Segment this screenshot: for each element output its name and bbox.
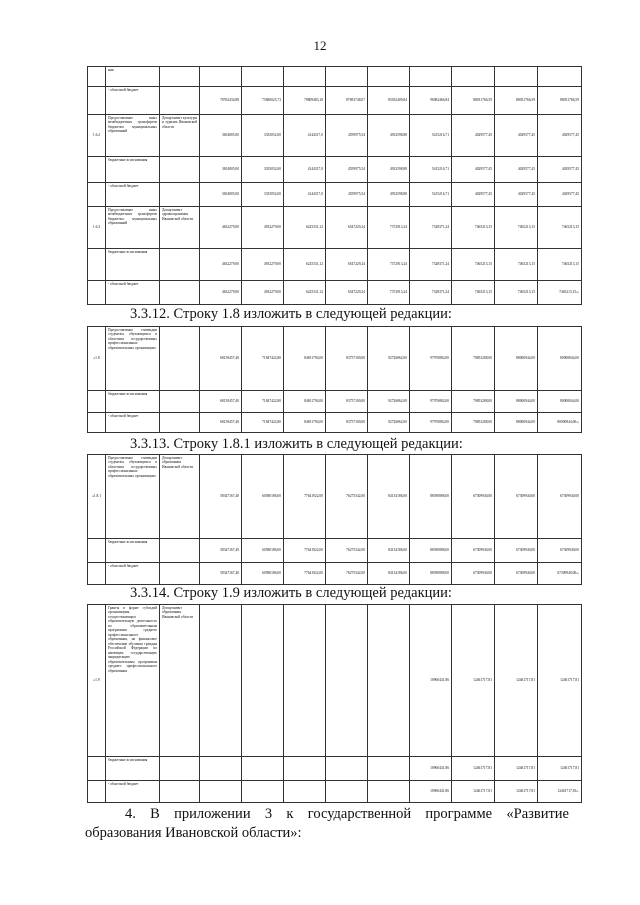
value-cell: 79853288,00 (452, 391, 495, 413)
table-row (88, 455, 582, 539)
value-cell: 80000844,00»; (538, 413, 582, 433)
value-cell: 67309940,00 (495, 563, 538, 585)
value-cell: 4029577,45 (452, 183, 495, 207)
value-cell: 7465213,15 (452, 281, 495, 305)
row-description: Предоставление стипендии студентам, обучающимся в областных государственных профессиональных образовательных организациях (106, 327, 160, 391)
value-cell: 4144317,0 (284, 157, 326, 183)
value-cell: 7465213,15 (452, 207, 495, 249)
value-cell: 4029577,45 (538, 157, 582, 183)
value-cell (284, 605, 326, 757)
value-cell: 4144317,0 (284, 183, 326, 207)
row-executor (160, 67, 200, 87)
value-cell: 4029577,45 (538, 183, 582, 207)
row-executor (160, 157, 200, 183)
table-row (88, 67, 582, 87)
value-cell (242, 605, 284, 757)
row-number (88, 183, 106, 207)
row-executor (160, 413, 200, 433)
value-cell: 7465213,15 (538, 207, 582, 249)
row-number (88, 391, 106, 413)
row-executor: Департамент здравоохранения Ивановской области (160, 207, 200, 249)
value-cell: 7465213,15 (495, 249, 538, 281)
value-cell: 84134186,00 (368, 539, 410, 563)
table-row (88, 757, 582, 781)
row-description: - областной бюджет (106, 281, 160, 305)
value-cell: 67309940,00 (452, 539, 495, 563)
row-executor (160, 391, 200, 413)
table-row (88, 327, 582, 391)
value-cell: 71847422,80 (242, 327, 284, 391)
value-cell: 5415216,71 (410, 183, 452, 207)
table-row (88, 183, 582, 207)
value-cell: 80000844,00 (538, 327, 582, 391)
value-cell: 87693748,07 (326, 87, 368, 115)
value-cell: 92726862,00 (368, 391, 410, 413)
value-cell: 84651794,00 (284, 391, 326, 413)
value-cell: 79809483,18 (284, 87, 326, 115)
row-executor (160, 327, 200, 391)
value-cell: 4632279,00 (200, 207, 242, 249)
row-description: - областной бюджет (106, 87, 160, 115)
value-cell: 85032409,84 (368, 87, 410, 115)
value-cell: 5415216,71 (410, 157, 452, 183)
value-cell (242, 757, 284, 781)
value-cell: 84134186,00 (368, 455, 410, 539)
value-cell: 76275342,00 (326, 563, 368, 585)
table-row (88, 87, 582, 115)
value-cell: 7328371,24 (410, 281, 452, 305)
value-cell: 6225331,12 (284, 249, 326, 281)
table-row (88, 413, 582, 433)
value-cell: 97976882,00 (410, 327, 452, 391)
row-executor (160, 87, 200, 115)
row-executor: Департамент культуры и туризма Ивановской области (160, 115, 200, 157)
value-cell: 4932598,88 (368, 183, 410, 207)
value-cell: 88031766,59 (452, 87, 495, 115)
value-cell (326, 67, 368, 87)
value-cell: 79853288,00 (452, 327, 495, 391)
value-cell: 67309940,00 (495, 539, 538, 563)
row-number (88, 249, 106, 281)
row-executor (160, 563, 200, 585)
value-cell: 12461717,81 (452, 781, 495, 803)
value-cell: 6547229,24 (326, 249, 368, 281)
value-cell: 67309940,00 (538, 539, 582, 563)
value-cell (326, 605, 368, 757)
budget-table-1 (87, 66, 582, 305)
row-description: бюджетные ассигнования (106, 249, 160, 281)
value-cell: 83757100,00 (326, 391, 368, 413)
table-row (88, 157, 582, 183)
value-cell (242, 67, 284, 87)
value-cell: 88000944,00 (495, 327, 538, 391)
value-cell: 67309940,00 (452, 455, 495, 539)
value-cell: 92726862,00 (368, 413, 410, 433)
value-cell (452, 67, 495, 87)
value-cell: 77641922,00 (284, 539, 326, 563)
value-cell: 6225331,12 (284, 207, 326, 249)
value-cell: 77641922,00 (284, 563, 326, 585)
value-cell: 12461717,81 (495, 605, 538, 757)
value-cell: 6547229,24 (326, 281, 368, 305)
table-row (88, 207, 582, 249)
row-description: - областной бюджет (106, 563, 160, 585)
value-cell: 83757100,00 (326, 413, 368, 433)
table-row (88, 605, 582, 757)
value-cell: 88390888,00 (410, 455, 452, 539)
value-cell (200, 605, 242, 757)
heading-3-3-14: 3.3.14. Строку 1.9 изложить в следующей редакции: (130, 585, 452, 601)
value-cell: 12461717,81». (538, 781, 582, 803)
table-row (88, 115, 582, 157)
value-cell: 71847422,80 (242, 391, 284, 413)
value-cell (242, 781, 284, 803)
row-executor (160, 757, 200, 781)
value-cell: 6225331,12 (284, 281, 326, 305)
row-number (88, 67, 106, 87)
row-number (88, 157, 106, 183)
value-cell: 7372913,24 (368, 249, 410, 281)
value-cell (368, 757, 410, 781)
value-cell: 88000944,00 (495, 413, 538, 433)
value-cell: 5415216,71 (410, 115, 452, 157)
row-number (88, 781, 106, 803)
value-cell (284, 67, 326, 87)
value-cell: 6547229,24 (326, 207, 368, 249)
value-cell: 7465213,15 (495, 281, 538, 305)
row-executor (160, 781, 200, 803)
value-cell (284, 757, 326, 781)
value-cell: 4559975,54 (326, 157, 368, 183)
value-cell: 10960441,86 (410, 757, 452, 781)
row-number (88, 757, 106, 781)
page-number: 12 (313, 38, 327, 53)
heading-3-3-13: 3.3.13. Строку 1.8.1 изложить в следующей редакции: (130, 436, 463, 452)
value-cell: 76275342,00 (326, 539, 368, 563)
value-cell: 7372913,24 (368, 207, 410, 249)
heading-3-3-12: 3.3.12. Строку 1.8 изложить в следующей редакции: (130, 306, 452, 322)
row-description: бюджетные ассигнования (106, 391, 160, 413)
table-row (88, 563, 582, 585)
value-cell: 88390888,00 (410, 539, 452, 563)
row-number (88, 413, 106, 433)
table-row (88, 249, 582, 281)
value-cell: 88031766,59 (538, 87, 582, 115)
value-cell: 4559975,54 (326, 183, 368, 207)
value-cell (368, 781, 410, 803)
value-cell: 67309940,00»; (538, 563, 582, 585)
row-number (88, 87, 106, 115)
budget-table-row-1-8 (87, 326, 582, 433)
value-cell: 4029577,45 (452, 157, 495, 183)
value-cell: 76275342,00 (326, 455, 368, 539)
value-cell (200, 67, 242, 87)
value-cell: 4029577,45 (495, 157, 538, 183)
row-description: Предоставление иных межбюджетных трансфертов бюджетам муниципальных образований (106, 207, 160, 249)
value-cell: 78762434,88 (200, 87, 242, 115)
value-cell: 12461717,81 (538, 757, 582, 781)
table-row (88, 391, 582, 413)
value-cell: 7328371,24 (410, 249, 452, 281)
value-cell: 84651794,00 (284, 413, 326, 433)
value-cell: 4632279,00 (200, 249, 242, 281)
value-cell: 3654805,00 (200, 115, 242, 157)
value-cell (368, 67, 410, 87)
row-description: - областной бюджет (106, 781, 160, 803)
value-cell: 71847422,80 (242, 413, 284, 433)
row-number: «1.9 (88, 605, 106, 757)
row-description: бюджетные ассигнования (106, 539, 160, 563)
value-cell: 67309940,00 (452, 563, 495, 585)
value-cell: 12461717,81 (452, 757, 495, 781)
value-cell: 79853288,00 (452, 413, 495, 433)
value-cell: 4029577,45 (452, 115, 495, 157)
value-cell: 7465213,15 (495, 207, 538, 249)
value-cell: 7465213,15 (452, 249, 495, 281)
value-cell: 68139457,40 (200, 391, 242, 413)
value-cell: 97976882,00 (410, 391, 452, 413)
row-number (88, 281, 106, 305)
row-number: 1.6.2 (88, 115, 106, 157)
value-cell: 4932279,00 (242, 249, 284, 281)
budget-table-row-1-8-1 (87, 454, 582, 585)
value-cell: 67309940,00 (538, 455, 582, 539)
table-row (88, 781, 582, 803)
value-cell: 12461717,81 (495, 781, 538, 803)
paragraph-line-1: 4. В приложении 3 к государственной программе «Развитие (125, 806, 569, 822)
value-cell: 10960441,86 (410, 781, 452, 803)
value-cell (538, 67, 582, 87)
value-cell: 7372913,24 (368, 281, 410, 305)
row-executor (160, 281, 200, 305)
row-description: ния (106, 67, 160, 87)
table-row (88, 539, 582, 563)
value-cell (200, 757, 242, 781)
value-cell: 60580186,00 (242, 455, 284, 539)
row-description: бюджетные ассигнования (106, 757, 160, 781)
value-cell: 3335052,00 (242, 183, 284, 207)
value-cell: 88390888,00 (410, 563, 452, 585)
budget-table-row-1-9 (87, 604, 582, 803)
value-cell: 7465213,15 (538, 249, 582, 281)
value-cell: 4029577,45 (495, 115, 538, 157)
value-cell: 10960441,86 (410, 605, 452, 757)
value-cell: 68139457,40 (200, 413, 242, 433)
row-executor: Департамент образования Ивановской области (160, 455, 200, 539)
appendix-paragraph (85, 805, 569, 843)
value-cell: 4932279,00 (242, 207, 284, 249)
value-cell: 7328371,24 (410, 207, 452, 249)
value-cell: 3335052,00 (242, 115, 284, 157)
value-cell: 80000844,00 (538, 391, 582, 413)
row-number (88, 539, 106, 563)
row-number (88, 563, 106, 585)
value-cell (326, 757, 368, 781)
value-cell: 97976882,00 (410, 413, 452, 433)
row-executor: Департамент образования Ивановской области (160, 605, 200, 757)
value-cell: 4932279,00 (242, 281, 284, 305)
value-cell: 58347167,40 (200, 539, 242, 563)
row-number: 1.6.3 (88, 207, 106, 249)
value-cell: 4632279,00 (200, 281, 242, 305)
value-cell: 88000944,00 (495, 391, 538, 413)
value-cell: 4932598,88 (368, 157, 410, 183)
value-cell: 75680025,73 (242, 87, 284, 115)
value-cell: 7465213,15»; (538, 281, 582, 305)
value-cell: 4029577,45 (538, 115, 582, 157)
value-cell: 3335052,00 (242, 157, 284, 183)
value-cell: 84651794,00 (284, 327, 326, 391)
value-cell: 92726862,00 (368, 327, 410, 391)
value-cell: 83757100,00 (326, 327, 368, 391)
row-executor (160, 539, 200, 563)
value-cell: 4144317,0 (284, 115, 326, 157)
row-number: «1.8.1 (88, 455, 106, 539)
paragraph-line-2: образования Ивановской области»: (85, 824, 302, 841)
value-cell: 3654805,00 (200, 157, 242, 183)
value-cell: 4932598,88 (368, 115, 410, 157)
row-executor (160, 249, 200, 281)
table-row (88, 281, 582, 305)
value-cell: 12461717,81 (495, 757, 538, 781)
value-cell: 3654805,00 (200, 183, 242, 207)
row-description: Гранты в форме субсидий организациям, осуществляющим образовательную деятельность по образовательным программам среднего профессионального образования, на финансовое обеспечение обучения граждан Российской Федерации по имеющим государственную аккредитацию образовательным программам среднего профессионального образования (106, 605, 160, 757)
row-number: «1.8 (88, 327, 106, 391)
value-cell (326, 781, 368, 803)
value-cell: 58347167,40 (200, 455, 242, 539)
value-cell: 67309940,00 (495, 455, 538, 539)
value-cell (495, 67, 538, 87)
row-description: Предоставление иных межбюджетных трансфертов бюджетам муниципальных образований (106, 115, 160, 157)
row-description: - областной бюджет (106, 413, 160, 433)
value-cell: 58347167,40 (200, 563, 242, 585)
value-cell: 4559975,54 (326, 115, 368, 157)
value-cell (410, 67, 452, 87)
value-cell: 60580186,00 (242, 563, 284, 585)
value-cell: 84134186,00 (368, 563, 410, 585)
value-cell: 12461717,81 (452, 605, 495, 757)
value-cell: 68139457,40 (200, 327, 242, 391)
row-description: бюджетные ассигнования (106, 157, 160, 183)
row-executor (160, 183, 200, 207)
value-cell: 12461717,81 (538, 605, 582, 757)
value-cell (200, 781, 242, 803)
row-description: - областной бюджет (106, 183, 160, 207)
value-cell: 60580186,00 (242, 539, 284, 563)
value-cell: 96982466,84 (410, 87, 452, 115)
value-cell (368, 605, 410, 757)
row-description: Предоставление стипендии студентам, обучающимся в областных государственных профессиональных образовательных организациях (106, 455, 160, 539)
value-cell: 88031766,59 (495, 87, 538, 115)
value-cell: 4029577,45 (495, 183, 538, 207)
value-cell: 77641922,00 (284, 455, 326, 539)
value-cell (284, 781, 326, 803)
